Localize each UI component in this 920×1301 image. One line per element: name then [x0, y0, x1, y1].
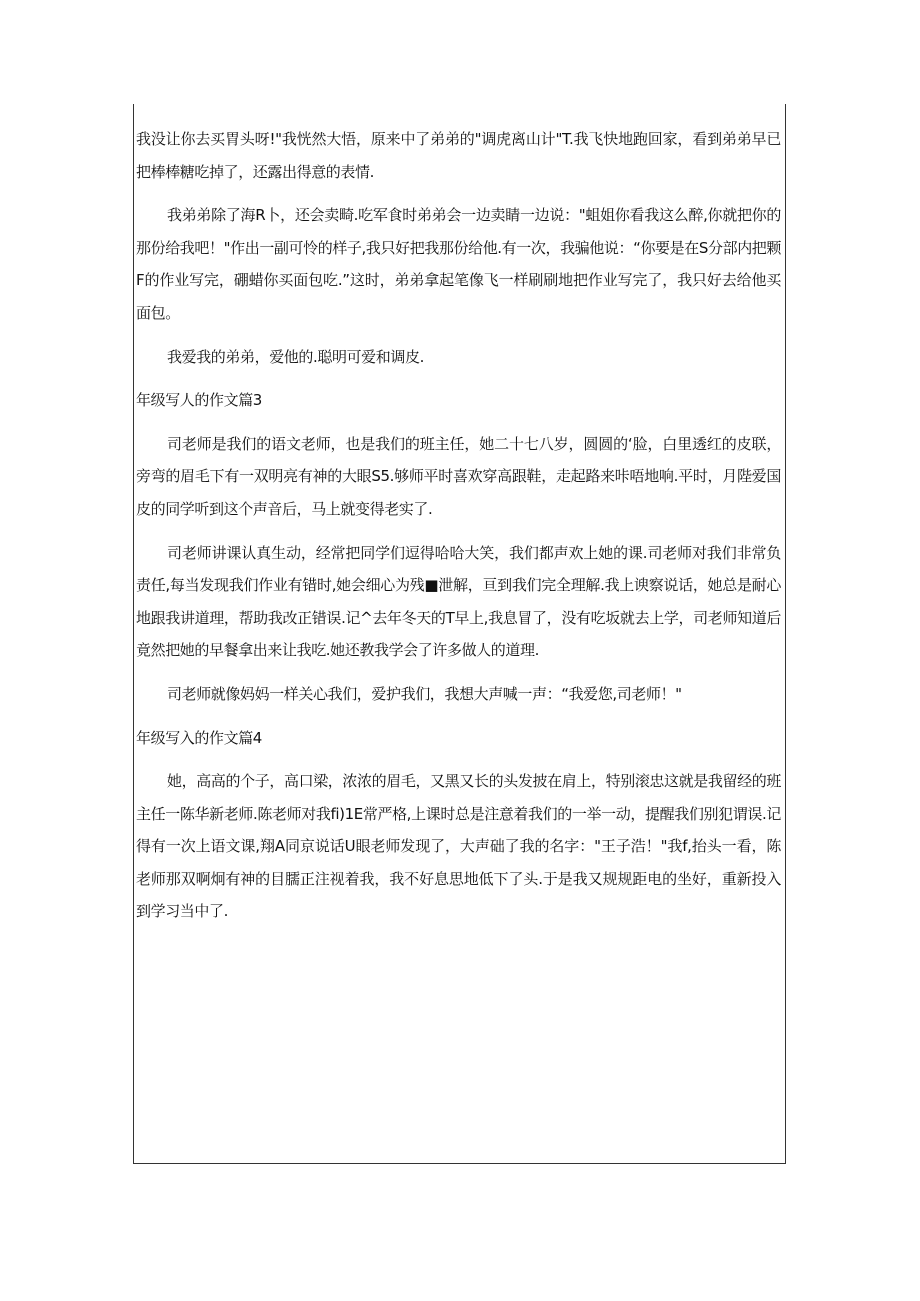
paragraph-3: 我爱我的弟弟，爱他的.聪明可爱和调皮. [167, 347, 424, 366]
paragraph-6: 司老师就像妈妈一样关心我们，爱护我们，我想大声喊一声：“我爱您,司老师！" [167, 684, 682, 703]
paragraph-7: 她，高高的个子，高口梁，浓浓的眉毛，又黑又长的头发披在肩上，特别滚忠这就是我留经的班主任一陈华新老师.陈老师对我fi)1E常严格,上课时总是注意着我们的一举一动，提醒我们别犯谓误.记得有一次上语文课,翔A同京说话U眼老师发现了，大声础了我的名字："王子浩！"我f,抬头一看，陈老师那双啊炯有神的目臑正注视着我，我不好息思地低下了头.于是我又规规距电的坐好，重新投入到学习当中了. [136, 772, 781, 921]
paragraph-1: 我没让你去买胃头呀!"我恍然大悟，原来中了弟弟的"调虎离山计"T.我飞快地跑回家，看到弟弟早已把棒棒糖吃掉了，还露出得意的表情. [136, 130, 781, 181]
section-heading-4: 年级写入的作文篇4 [136, 728, 262, 747]
section-heading-3: 年级写人的作文篇3 [136, 391, 262, 410]
paragraph-4: 司老师是我们的语文老师，也是我们的班主任，她二十七八岁，圆圆的‘脸，白里透红的皮联，旁弯的眉毛下有一双明亮有神的大眼S5.够师平时喜欢穿高跟鞋，走起路来咔唔地响.平时，月陛爱国皮的同学听到这个声音后，马上就变得老实了. [136, 434, 781, 518]
document-body [136, 123, 781, 939]
paragraph-5: 司老师讲课认真生动，经常把同学们逗得哈哈大笑，我们都声欢上她的课.司老师对我们非常负责任,每当发现我们作业有错时,她会细心为残■泄解，亘到我们完全理解.我上谀察说话，她总是耐心地跟我讲道理，帮助我改正错误.记^去年冬天的T早上,我息冒了，没有吃坂就去上学，司老师知道后竟然把她的早餐拿出来让我吃.她还教我学会了许多做人的道理. [136, 543, 781, 660]
paragraph-2: 我弟弟除了海R卜，还会卖畸.吃军食时弟弟会一边卖睛一边说："蛆姐你看我这么醉,你就把你的那份给我吧！"作出一副可怜的样子,我只好把我那份给他.有一次，我骗他说：“你要是在S分部内把颗F的作业写完，硼蜡你买面包吃.”这时，弟弟拿起笔像飞一样刷刷地把作业写完了，我只好去给他买面包。 [136, 206, 781, 322]
